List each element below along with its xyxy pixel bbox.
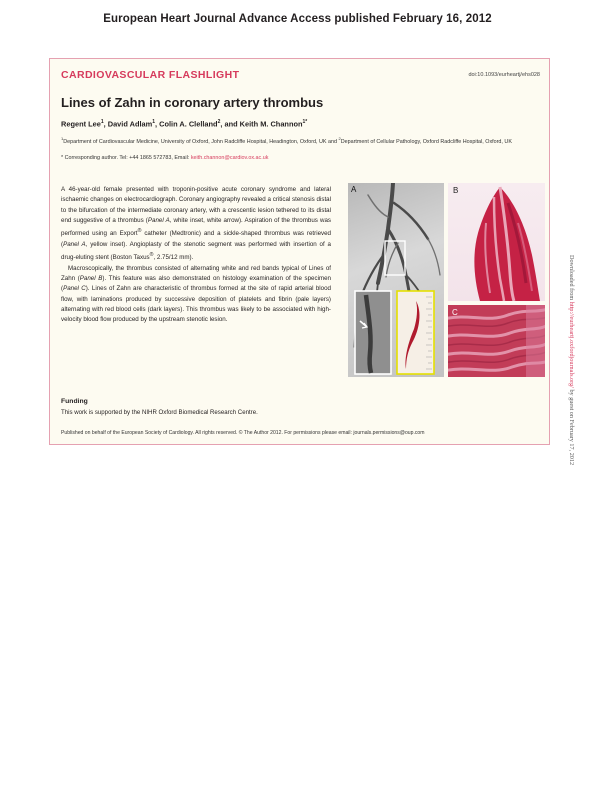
thrombus-photo	[448, 183, 545, 301]
body-text-run: , yellow inset). Angioplasty of the stenotic segment was performed with insertion of a drug-eluting stent (Boston Taxus	[61, 240, 331, 262]
body-paragraph	[61, 264, 331, 326]
author-affiliation-mark: 1*	[302, 119, 308, 125]
author-name: Regent Lee	[61, 119, 101, 129]
figure-panel-c-histology	[448, 305, 545, 377]
panel-label: A	[351, 185, 357, 194]
author-separator: ,	[103, 119, 108, 129]
article-title: Lines of Zahn in coronary artery thrombus	[61, 95, 324, 110]
registered-mark: ®	[149, 252, 154, 259]
author-separator: ,	[155, 119, 160, 129]
author-affiliation-mark: 1	[100, 119, 104, 125]
publisher-footer: Published on behalf of the European Society of Cardiology. All rights reserved. © The Author 2012. For permissions please email: journals.permissions@oup.com	[61, 430, 425, 436]
article-box	[49, 58, 550, 445]
section-label: CARDIOVASCULAR FLASHLIGHT	[61, 69, 240, 81]
angiogram-image	[348, 183, 444, 377]
panel-reference: Panel C	[63, 285, 86, 293]
author-list	[61, 119, 307, 128]
body-text-run: A 46-year-old female presented with troponin-positive acute coronary syndrome and lateral ischaemic changes on electrocardiograph. Coronary angiography revealed a critical stenosis distal to the bifurcation of the intermediate coronary artery, with a crescentic lesion tethered to its distal end suggestive of a thrombus (	[61, 186, 331, 225]
journal-header: European Heart Journal Advance Access published February 16, 2012	[103, 13, 492, 25]
histology-image	[448, 305, 545, 377]
panel-reference: Panel A	[63, 240, 86, 248]
doi[interactable]: doi:10.1093/eurheartj/ehs028	[468, 72, 540, 78]
panel-label: C	[452, 308, 458, 317]
download-notice-prefix: Downloaded from	[568, 255, 575, 302]
figure-panel-b-thrombus-photo	[448, 183, 545, 301]
body-text-run: ). This feature was also demonstrated on histology examination of the specimen (	[61, 274, 332, 293]
corresponding-prefix: * Corresponding author. Tel: +44 1865 572783, Email:	[61, 155, 191, 161]
body-text-run: ). Lines of Zahn are characteristic of thrombus formed at the site of rapid arterial blood flow, with laminations produced by successive deposition of platelets and fibrin (pale layers) alternating with red blood cells (dark layers). This thrombus was likely to be associated with high-velocity blood flow produced by the upstream stenotic lesion.	[61, 285, 332, 324]
panel-label: B	[453, 186, 459, 195]
figure-panel-a-angiogram	[348, 183, 444, 377]
registered-mark: ®	[137, 228, 142, 235]
corresponding-author	[61, 155, 268, 161]
body-text-run: , 2.75/12 mm).	[153, 254, 194, 262]
download-notice-suffix: by guest on February 17, 2012	[568, 387, 575, 466]
corresponding-email-link[interactable]: keith.channon@cardiov.ox.ac.uk	[190, 155, 269, 161]
body-paragraph	[61, 185, 331, 264]
author-affiliation-mark: 2	[217, 119, 221, 125]
body-text-run: Macroscopically, the thrombus consisted of alternating white and red bands typical of Lines of Zahn (	[61, 264, 331, 282]
body-text-run: , white inset, white arrow). Aspiration of the thrombus was performed using an Export	[61, 217, 331, 238]
download-notice-link[interactable]: http://eurheartj.oxfordjournals.org/	[568, 301, 575, 388]
panel-reference: Panel B	[79, 274, 103, 282]
funding-text: This work is supported by the NIHR Oxford Biomedical Research Centre.	[61, 409, 258, 416]
white-inset	[355, 291, 391, 374]
author-name: Keith M. Channon	[239, 119, 303, 129]
funding-heading: Funding	[61, 398, 88, 405]
figure	[348, 183, 545, 377]
affiliations	[61, 134, 541, 147]
affiliation-text: Department of Cellular Pathology, Oxford Radcliffe Hospital, Oxford, UK	[340, 138, 512, 145]
affiliation-text: Department of Cardiovascular Medicine, University of Oxford, John Radcliffe Hospital, Headington, Oxford, UK and	[63, 138, 339, 145]
affiliation-mark: 1	[61, 136, 64, 141]
author-name: Colin A. Clelland	[159, 119, 218, 129]
author-separator: , and	[220, 119, 240, 129]
author-affiliation-mark: 1	[152, 119, 156, 125]
article-body	[61, 185, 331, 326]
author-name: David Adlam	[107, 119, 153, 129]
yellow-inset	[397, 291, 434, 374]
download-notice	[568, 255, 575, 465]
affiliation-mark: 2	[338, 136, 341, 141]
body-text-run: catheter (Medtronic) and a sickle-shaped thrombus was retrieved (	[61, 230, 331, 248]
panel-reference: Panel A	[147, 217, 170, 225]
